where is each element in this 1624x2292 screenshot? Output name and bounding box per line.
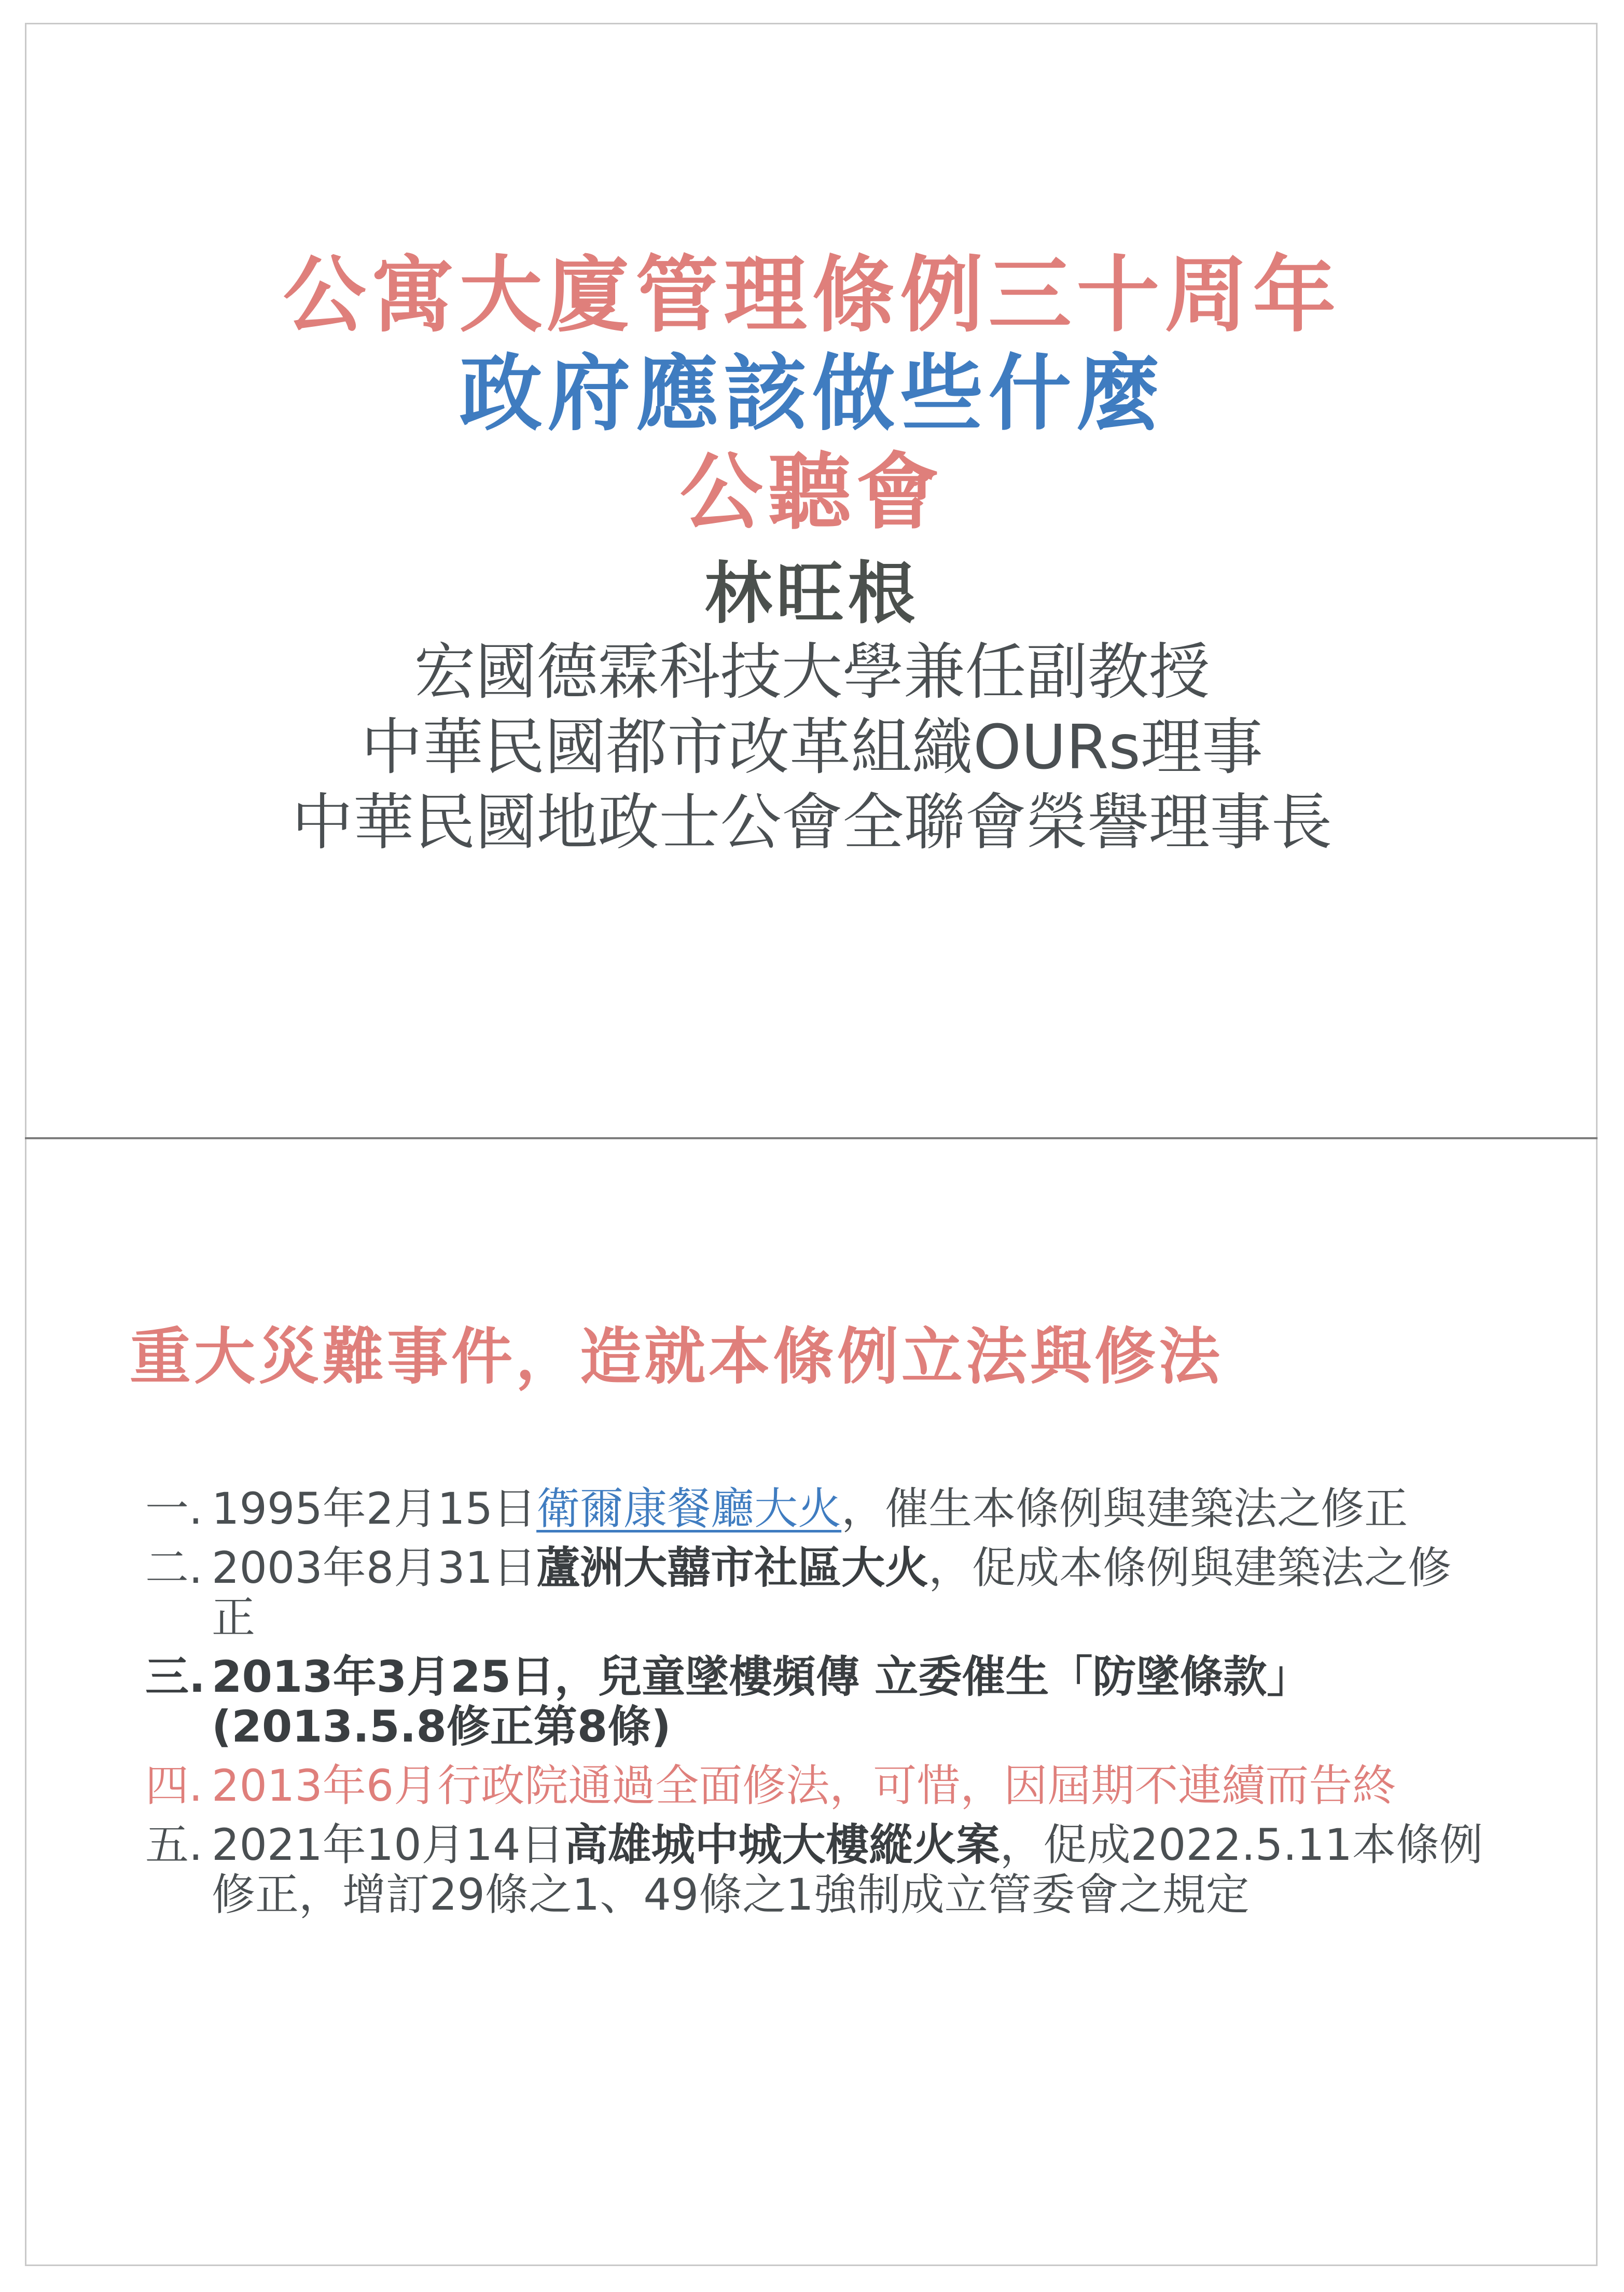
item-number: 三. xyxy=(145,1651,205,1702)
item-date: 1995年2月15日 xyxy=(212,1483,537,1534)
event-name: 蘆洲大囍市社區大火 xyxy=(536,1542,929,1593)
event-name: 高雄城中城大樓縱火案 xyxy=(564,1819,1000,1870)
item-text: 2013年6月行政院通過全面修法，可惜，因屆期不連續而告終 xyxy=(212,1760,1396,1811)
item-date: 2003年8月31日 xyxy=(212,1542,537,1593)
list-item xyxy=(145,1820,1483,1920)
item-date: 2021年10月14日 xyxy=(212,1819,564,1870)
affiliation-1: 宏國德霖科技大學兼任副教授 xyxy=(414,636,1210,708)
item-text xyxy=(212,1652,1483,1751)
item-description: ，促成本條例與建築法之修正 xyxy=(212,1542,1452,1643)
list-item xyxy=(145,1761,1483,1811)
affiliation-3: 中華民國地政士公會全聯會榮譽理事長 xyxy=(292,786,1332,858)
item-description: ，催生本條例與建築法之修正 xyxy=(841,1483,1408,1534)
list-item xyxy=(145,1484,1483,1534)
title-line-3: 公聽會 xyxy=(679,443,945,541)
item-number: 四. xyxy=(145,1760,203,1811)
item-number: 二. xyxy=(145,1542,203,1593)
slide-heading: 重大災難事件，造就本條例立法與修法 xyxy=(130,1320,1224,1392)
item-number: 五. xyxy=(145,1819,203,1870)
title-line-1: 公寓大廈管理條例三十周年 xyxy=(283,246,1341,343)
item-text xyxy=(212,1543,1483,1642)
event-link[interactable]: 衛爾康餐廳大火 xyxy=(536,1483,842,1534)
affiliation-2: 中華民國都市改革組織OURs理事 xyxy=(361,711,1263,783)
title-line-2: 政府應該做些什麼 xyxy=(459,344,1165,442)
item-line-2: (2013.5.8修正第8條) xyxy=(212,1701,671,1752)
item-line-1: 2013年3月25日，兒童墜樓頻傳 立委催生「防墜條款」 xyxy=(212,1651,1311,1702)
item-text xyxy=(212,1484,1483,1534)
event-list xyxy=(145,1484,1483,1929)
speaker-name: 林旺根 xyxy=(704,554,920,633)
list-item xyxy=(145,1652,1483,1751)
item-number: 一. xyxy=(145,1483,203,1534)
item-description: ，促成2022.5.11本條例修正，增訂29條之1、49條之1強制成立管委會之規定 xyxy=(212,1819,1483,1920)
list-item xyxy=(145,1543,1483,1642)
item-text xyxy=(212,1820,1483,1920)
